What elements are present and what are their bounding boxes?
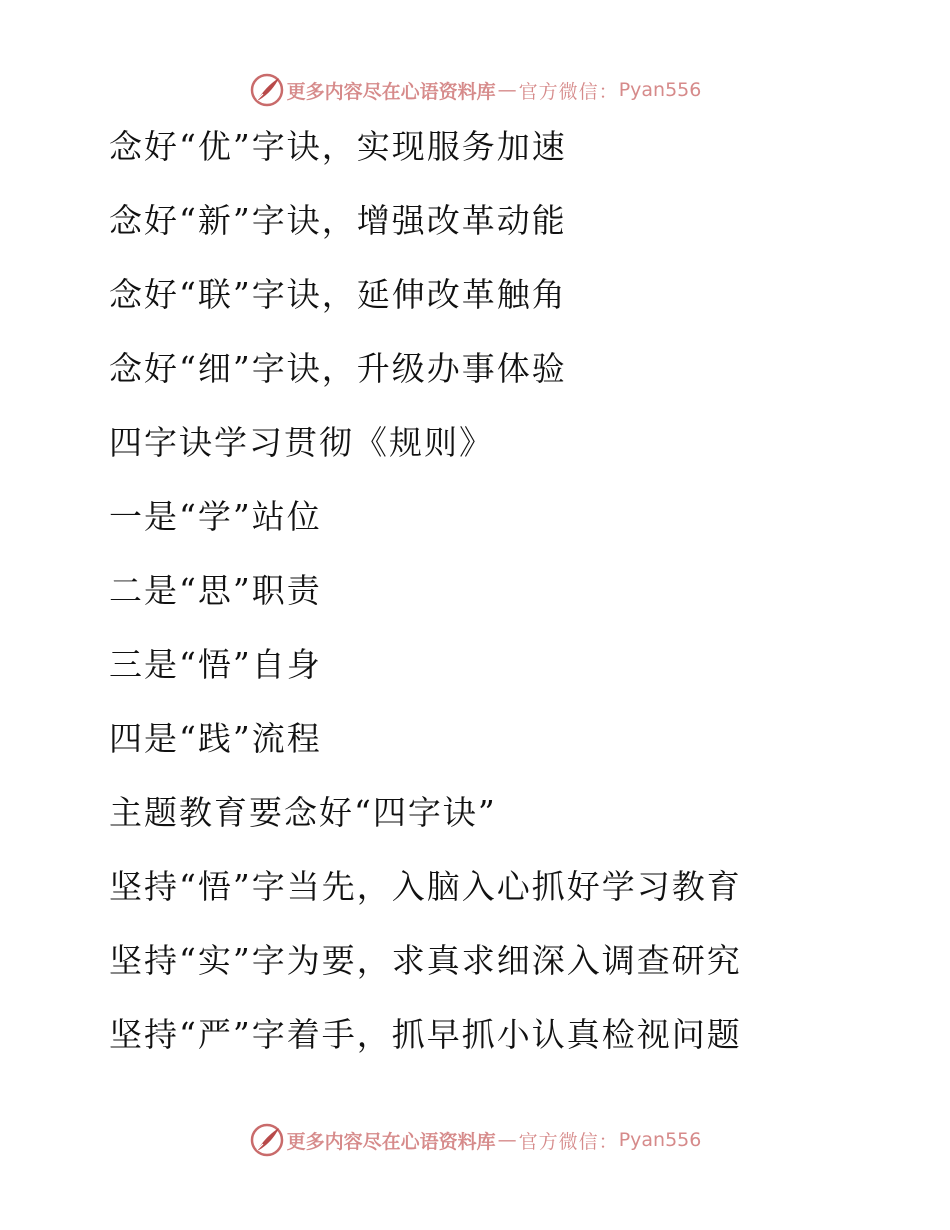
header-banner <box>0 70 950 110</box>
text-line: 念好“优”字诀，实现服务加速 <box>109 127 567 166</box>
text-line: 坚持“严”字着手，抓早抓小认真检视问题 <box>109 1015 742 1054</box>
text-line: 念好“新”字诀，增强改革动能 <box>109 201 567 240</box>
text-line: 坚持“悟”字当先，入脑入心抓好学习教育 <box>109 867 742 906</box>
text-line: 念好“细”字诀，升级办事体验 <box>109 349 567 388</box>
banner-separator: — <box>497 79 517 101</box>
text-line: 一是“学”站位 <box>109 497 322 536</box>
banner-main-text: 更多内容尽在心语资料库 <box>286 1130 496 1153</box>
text-line: 坚持“实”字为要，求真求细深入调查研究 <box>109 941 742 980</box>
text-line: 念好“联”字诀，延伸改革触角 <box>109 275 567 314</box>
banner-wechat-id: Pyan556 <box>618 1129 702 1151</box>
text-line: 主题教育要念好“四字诀” <box>109 793 497 832</box>
quill-pen-logo-icon <box>249 1122 285 1158</box>
text-line: 二是“思”职责 <box>109 571 322 610</box>
quill-pen-logo-icon <box>249 72 285 108</box>
banner-wechat-label: 官方微信： <box>518 80 619 103</box>
text-line: 四是“践”流程 <box>109 719 322 758</box>
banner-wechat-id: Pyan556 <box>618 79 702 101</box>
content-lines <box>109 120 909 1082</box>
banner-separator: — <box>497 1129 517 1151</box>
footer-banner <box>0 1120 950 1160</box>
banner-wechat-label: 官方微信： <box>518 1130 619 1153</box>
text-line: 三是“悟”自身 <box>109 645 322 684</box>
text-line: 四字诀学习贯彻《规则》 <box>109 423 494 462</box>
banner-main-text: 更多内容尽在心语资料库 <box>286 80 496 103</box>
